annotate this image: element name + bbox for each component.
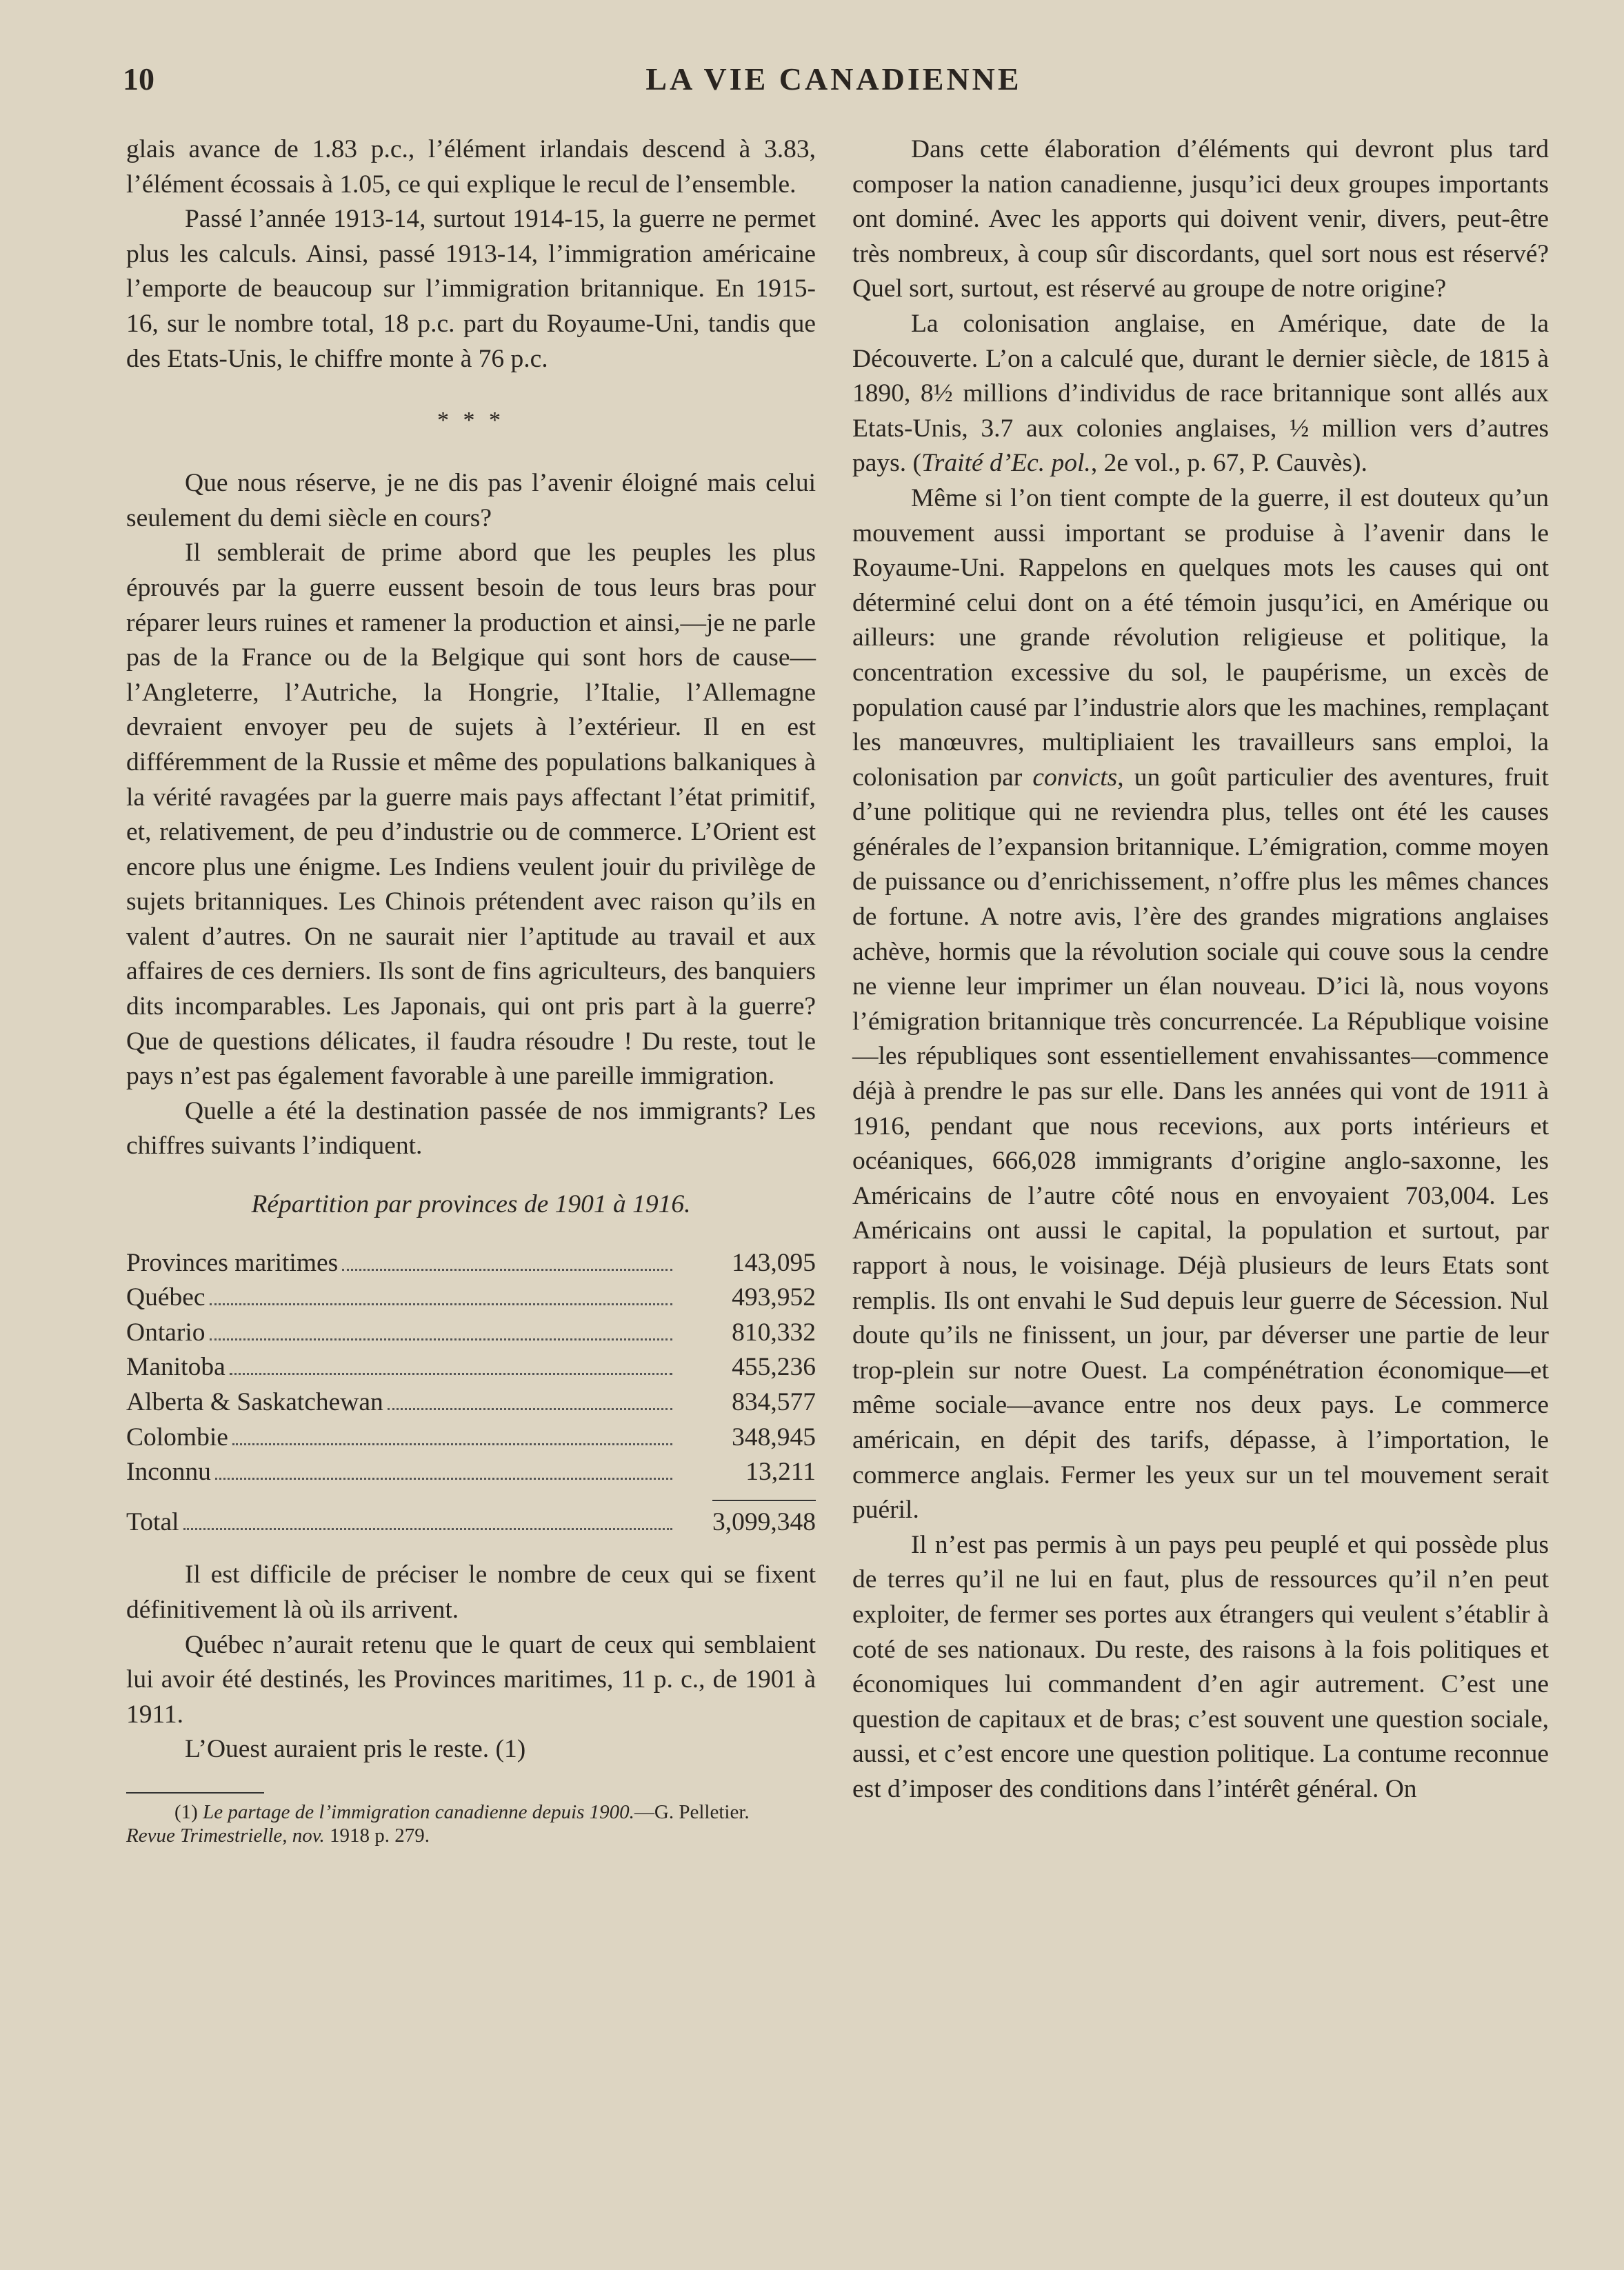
paragraph: Il est difficile de préciser le nombre de ceux qui se fixent définitivement là où ils arrivent.	[126, 1560, 816, 1624]
leader-dots	[388, 1408, 672, 1410]
province-name: Ontario	[126, 1318, 205, 1347]
immigrant-count: 143,095	[732, 1248, 816, 1277]
province-name: Alberta & Saskatchewan	[126, 1388, 383, 1416]
page-header	[123, 61, 1545, 109]
distribution-table	[126, 1246, 816, 1490]
province-name: Colombie	[126, 1423, 228, 1452]
footnote-source-rest: 1918 p. 279.	[330, 1824, 430, 1847]
paragraph-text: , 2e vol., p. 67, P. Cauvès).	[1090, 449, 1367, 478]
leader-dots	[210, 1303, 672, 1305]
total-table	[126, 1505, 816, 1540]
leader-dots	[342, 1269, 672, 1271]
footnote-title: Le partage de l’immigration canadienne depuis 1900.	[203, 1800, 634, 1823]
spacer	[126, 1540, 816, 1558]
immigrant-count: 13,211	[745, 1458, 816, 1487]
leader-dots	[232, 1443, 672, 1445]
footnote-mark: (1)	[174, 1800, 198, 1823]
sum-rule	[712, 1500, 816, 1501]
table-row	[126, 1246, 816, 1281]
footnote-rule	[126, 1792, 264, 1794]
left-column	[126, 132, 816, 1847]
paragraph	[852, 307, 1549, 481]
paragraph: Passé l’année 1913-14, surtout 1914-15, la guerre ne permet plus les calculs. Ainsi, passé 1913-14, l’immigration américaine l’emporte de beaucoup sur l’immigration britannique. En 1915-16, sur le nombre total, 18 p.c. part du Royaume-Uni, tandis que des Etats-Unis, le chiffre monte à 76 p.c.	[126, 205, 816, 373]
table-row	[126, 1385, 816, 1420]
province-name: Québec	[126, 1283, 205, 1312]
paragraph: Il semblerait de prime abord que les peuples les plus éprouvés par la guerre eussent besoin de tous leurs bras pour réparer leurs ruines et ramener la production et ainsi,—je ne parle pas de la France ou de la Belgique qui sont hors de cause—l’Angleterre, l’Autriche, la Hongrie, l’Italie, l’Allemagne devraient envoyer peu de sujets à l’extérieur. Il en est différemment de la Russie et même des populations balkaniques à la vérité ravagées par la guerre mais pays affectant l’état primitif, et, relativement, de peu d’industrie ou de commerce. L’Orient est encore plus une énigme. Les Indiens veulent jouir du privilège de sujets britanniques. Les Chinois prétendent avec raison qu’ils en valent d’autres. On ne saurait nier l’aptitude au travail et aux affaires de ces derniers. Ils sont de fins agriculteurs, des banquiers dits incomparables. Les Japonais, qui ont pris part à la guerre? Que de questions délicates, il faudra résoudre ! Du reste, tout le pays n’est pas également favorable à une pareille immigration.	[126, 539, 816, 1091]
province-name: Inconnu	[126, 1458, 211, 1487]
immigrant-count: 834,577	[732, 1388, 816, 1416]
paragraph: L’Ouest auraient pris le reste. (1)	[185, 1735, 526, 1764]
right-column	[852, 132, 1549, 1807]
paragraph: Il n’est pas permis à un pays peu peuplé et qui possède plus de terres qu’il ne lui en faut, plus de ressources qu’il n’en peut exploiter, de fermer ses portes aux étrangers qui veulent s’établir à coté de ses nationaux. Du reste, des raisons à la fois politiques et économiques lui commandent d’en agir autrement. C’est une question de capitaux et de bras; c’est souvent une question sociale, aussi, et c’est encore une question politique. La contume reconnue est d’imposer des conditions dans l’intérêt général. On	[852, 1530, 1549, 1803]
running-title: LA VIE CANADIENNE	[645, 61, 1022, 97]
paragraph	[852, 481, 1549, 1528]
province-name: Provinces maritimes	[126, 1248, 339, 1277]
immigrant-count: 493,952	[732, 1283, 816, 1312]
total-label: Total	[126, 1507, 179, 1536]
table-row	[126, 1420, 816, 1456]
footnote	[126, 1800, 816, 1847]
leader-dots	[183, 1528, 672, 1530]
paragraph: Que nous réserve, je ne dis pas l’avenir éloigné mais celui seulement du demi siècle en cours?	[126, 469, 816, 532]
paragraph-text: La colonisation anglaise, en Amérique, date de la Découverte. L’on a calculé que, durant le dernier siècle, de 1815 à 1890, 8½ millions d’individus de race britannique sont allés aux Etats-Unis, 3.7 aux colonies anglaises, ½ million vers d’autres pays. (	[852, 309, 1549, 478]
leader-dots	[230, 1373, 672, 1375]
immigrant-count: 348,945	[732, 1423, 816, 1452]
paragraph: Quelle a été la destination passée de nos immigrants? Les chiffres suivants l’indiquent.	[126, 1096, 816, 1161]
table-row	[126, 1455, 816, 1490]
table-row	[126, 1350, 816, 1385]
section-break: * * *	[437, 408, 505, 434]
table-row	[126, 1280, 816, 1316]
paragraph-text: Même si l’on tient compte de la guerre, il est douteux qu’un mouvement aussi important se produise à l’avenir dans le Royaume-Uni. Rappelons en quelques mots les causes qui ont déterminé celui dont on a été témoin jusqu’ici, en Amérique ou ailleurs: une grande révolution religieuse et politique, la concentration excessive du sol, le paupérisme, un excès de population causé par l’industrie alors que les machines, remplaçant les manœuvres, multipliaient les travailleurs sans emploi, la colonisation par	[852, 483, 1549, 792]
immigrant-count: 810,332	[732, 1318, 816, 1347]
paragraph: glais avance de 1.83 p.c., l’élément irlandais descend à 3.83, l’élément écossais à 1.05, ce qui explique le recul de l’ensemble.	[126, 135, 816, 199]
table-caption: Répartition par provinces de 1901 à 1916.	[251, 1190, 691, 1219]
province-name: Manitoba	[126, 1353, 225, 1382]
paragraph: Québec n’aurait retenu que le quart de ceux qui semblaient lui avoir été destinés, les Provinces maritimes, 11 p. c., de 1901 à 1911.	[126, 1630, 816, 1729]
total-value: 3,099,348	[712, 1507, 816, 1536]
footnote-author: —G. Pelletier.	[634, 1800, 750, 1823]
italic-term: convicts	[1032, 763, 1118, 792]
leader-dots	[215, 1478, 672, 1480]
leader-dots	[210, 1338, 672, 1340]
footnote-source: Revue Trimestrielle, nov.	[126, 1824, 325, 1847]
paragraph: Dans cette élaboration d’éléments qui devront plus tard composer la nation canadienne, jusqu’ici deux groupes importants ont dominé. Avec les apports qui doivent venir, divers, peut-être très nombreux, à coup sûr discordants, quel sort nous est réservé? Quel sort, surtout, est réservé au groupe de notre origine?	[852, 135, 1549, 303]
table-row	[126, 1316, 816, 1351]
total-row	[126, 1505, 816, 1540]
immigrant-count: 455,236	[732, 1353, 816, 1382]
citation: Traité d’Ec. pol.	[921, 449, 1091, 478]
paragraph-text: , un goût particulier des aventures, fruit d’une politique qui ne reviendra plus, telles ont été les causes générales de l’expansion britannique. L’émigration, comme moyen de puissance ou d’enrichissement, n’offre plus les mêmes chances de fortune. A notre avis, l’ère des grandes migrations anglaises achève, hormis que la révolution sociale qui couve sous la cendre ne vienne leur imprimer un élan nouveau. D’ici là, nous voyons l’émigration britannique très concurrencée. La République voisine—les républiques sont essentiellement envahissantes—commence déjà à prendre le pas sur elle. Dans les années qui vont de 1911 à 1916, pendant que nous recevions, aux ports intérieurs et océaniques, 666,028 immigrants d’origine anglo-saxonne, les Américains de l’autre côté nous en envoyaient 703,004. Les Américains ont aussi le capital, la population et surtout, par rapport à nous, le voisinage. Déjà plusieurs de leurs Etats sont remplis. Ils ont envahi le Sud depuis leur guerre de Sécession. Nul doute qu’ils ne finissent, un jour, par déverser une partie de leur trop-plein sur notre Ouest. La compénétration économique—et même sociale—avance entre nos deux pays. Le commerce américain, en dépit des tarifs, dépasse, à l’importation, le commerce anglais. Fermer les yeux sur un tel mouvement serait puéril.	[852, 763, 1549, 1525]
page-number: 10	[123, 61, 154, 97]
